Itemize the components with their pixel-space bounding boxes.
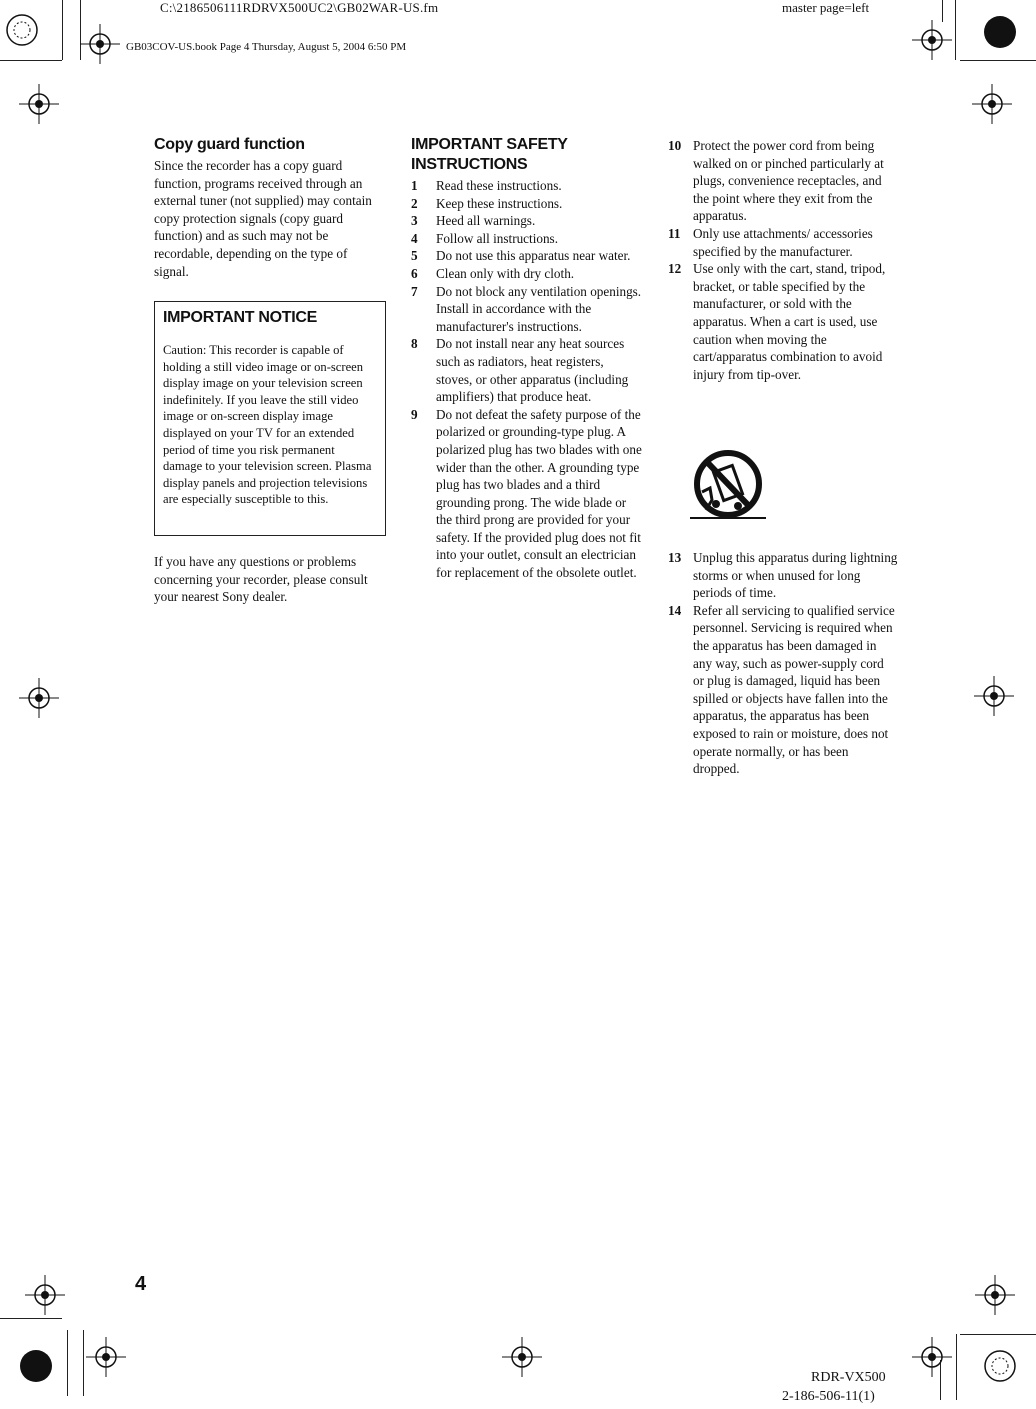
cart-tip-over-warning-icon: [690, 450, 770, 524]
safety-item: [668, 602, 898, 778]
safety-item-number: 7: [411, 283, 418, 299]
safety-list-end: [668, 547, 898, 778]
safety-item-number: 1: [411, 178, 418, 193]
registration-mark-icon: [80, 24, 120, 64]
safety-item: [411, 212, 643, 230]
safety-item: [668, 137, 898, 225]
safety-item-text: Do not block any ventilation openings. Install in accordance with the manufacturer's instructions.: [436, 283, 642, 334]
copy-guard-heading: Copy guard function: [154, 136, 305, 153]
safety-item-text: Do not defeat the safety purpose of the polarized or grounding-type plug. A polarized plug has two blades with one wider than the other. A grounding type plug has two blades and a third grounding prong. The wide blade or the third prong are provided for your safety. If the provided plug does not fit into your outlet, consult an electrician for replacement of the obsolete outlet.: [436, 406, 642, 581]
registration-mark-icon: [25, 1275, 65, 1315]
safety-item: [411, 247, 643, 265]
safety-item: [411, 265, 643, 283]
registration-mark-icon: [912, 20, 952, 60]
safety-list: [668, 137, 898, 383]
important-notice-box: [154, 301, 386, 536]
safety-list: [411, 177, 643, 582]
crop-line: [0, 60, 62, 61]
safety-item-number: 3: [411, 213, 418, 229]
safety-item-text: Do not use this apparatus near water.: [436, 248, 631, 264]
crop-line: [942, 0, 943, 22]
crop-line: [956, 1334, 957, 1400]
safety-item: [668, 549, 898, 602]
crop-line: [67, 1330, 68, 1396]
safety-item-text: Follow all instructions.: [436, 230, 558, 246]
safety-item-number: 8: [411, 336, 418, 352]
safety-item-number: 12: [668, 261, 682, 277]
safety-item-text: Keep these instructions.: [436, 195, 563, 211]
safety-item-number: 2: [411, 195, 418, 211]
registration-mark-icon: [975, 1275, 1015, 1315]
safety-item-number: 9: [411, 406, 418, 422]
crop-line: [960, 1334, 1036, 1335]
copy-guard-body: Since the recorder has a copy guard function, programs received through an external tuner (not supplied) may contain copy protection signals (copy guard function) and as such may not be recordable, depending on the type of signal.: [154, 158, 372, 279]
registration-mark-icon: [19, 678, 59, 718]
crop-line: [83, 1330, 84, 1396]
safety-heading-line2: INSTRUCTIONS: [411, 156, 528, 173]
model-number: RDR-VX500: [811, 1370, 886, 1385]
safety-heading-line1: IMPORTANT SAFETY: [411, 136, 568, 153]
safety-heading: [411, 135, 643, 175]
page-number: 4: [135, 1273, 147, 1295]
registration-mark-icon: [974, 676, 1014, 716]
safety-instructions-section: [411, 135, 643, 582]
safety-item: [411, 195, 643, 213]
safety-item-number: 6: [411, 265, 418, 281]
registration-mark-icon: [912, 1337, 952, 1377]
master-page-label: master page=left: [782, 0, 870, 15]
crop-line: [955, 0, 956, 60]
registration-mark-icon: [502, 1337, 542, 1377]
safety-item: [411, 335, 643, 405]
corner-target-icon: [16, 1346, 56, 1386]
safety-item-text: Protect the power cord from being walked on or pinched particularly at plugs, convenience receptacles, and the point where they exit from the apparatus.: [693, 138, 884, 224]
safety-item: [411, 177, 643, 195]
safety-item-number: 4: [411, 230, 418, 246]
safety-item: [411, 406, 643, 582]
safety-list-continued: [668, 135, 898, 383]
safety-item: [411, 283, 643, 336]
corner-target-icon: [980, 1346, 1020, 1386]
safety-item-text: Use only with the cart, stand, tripod, bracket, or table specified by the manufacturer, or sold with the apparatus. When a cart is used, use caution when moving the cart/apparatus combination to avoid injury from tip-over.: [693, 261, 886, 382]
corner-target-icon: [2, 10, 42, 50]
registration-mark-icon: [86, 1337, 126, 1377]
safety-item-text: Do not install near any heat sources such as radiators, heat registers, stoves, or other apparatus (including amplifiers) that produce heat.: [436, 336, 629, 405]
crop-line: [960, 60, 1036, 61]
important-notice-heading: IMPORTANT NOTICE: [163, 309, 318, 326]
safety-item-number: 13: [668, 550, 682, 565]
copy-guard-section: [154, 135, 384, 280]
safety-item: [411, 230, 643, 248]
book-info-label: GB03COV-US.book Page 4 Thursday, August 5, 2004 6:50 PM: [126, 41, 407, 53]
safety-item-text: Heed all warnings.: [436, 213, 536, 229]
safety-item-text: Refer all servicing to qualified service personnel. Servicing is required when the apparatus has been damaged in any way, such as power-supply cord or plug is damaged, liquid has been spilled or objects have fallen into the apparatus, the apparatus has been exposed to rain or moisture, does not operate normally, or has been dropped.: [693, 602, 895, 777]
safety-list: [668, 549, 898, 778]
registration-mark-icon: [972, 84, 1012, 124]
part-number: 2-186-506-11(1): [782, 1389, 875, 1404]
safety-item-number: 10: [668, 138, 682, 153]
important-notice-body: Caution: This recorder is capable of holding a still video image or on-screen display image on your television screen indefinitely. If you leave the still video image or on-screen display image displayed on your TV for an extended period of time you risk permanent damage to your television screen. Plasma display panels and projection televisions are especially susceptible to this.: [163, 343, 372, 507]
file-path-label: C:\2186506111RDRVX500UC2\GB02WAR-US.fm: [160, 0, 439, 15]
safety-item-text: Only use attachments/ accessories specified by the manufacturer.: [693, 225, 873, 259]
safety-item-number: 11: [668, 225, 681, 241]
crop-line: [0, 1318, 62, 1319]
questions-paragraph: If you have any questions or problems concerning your recorder, please consult your nearest Sony dealer.: [154, 554, 368, 605]
crop-line: [62, 0, 63, 60]
safety-item: [668, 260, 898, 383]
safety-item-text: Unplug this apparatus during lightning storms or when unused for long periods of time.: [693, 550, 898, 601]
registration-mark-icon: [19, 84, 59, 124]
safety-item-text: Read these instructions.: [436, 178, 562, 193]
safety-item-number: 5: [411, 248, 418, 264]
safety-item-number: 14: [668, 602, 682, 618]
corner-target-icon: [980, 12, 1020, 52]
safety-item-text: Clean only with dry cloth.: [436, 265, 575, 281]
safety-item: [668, 225, 898, 260]
